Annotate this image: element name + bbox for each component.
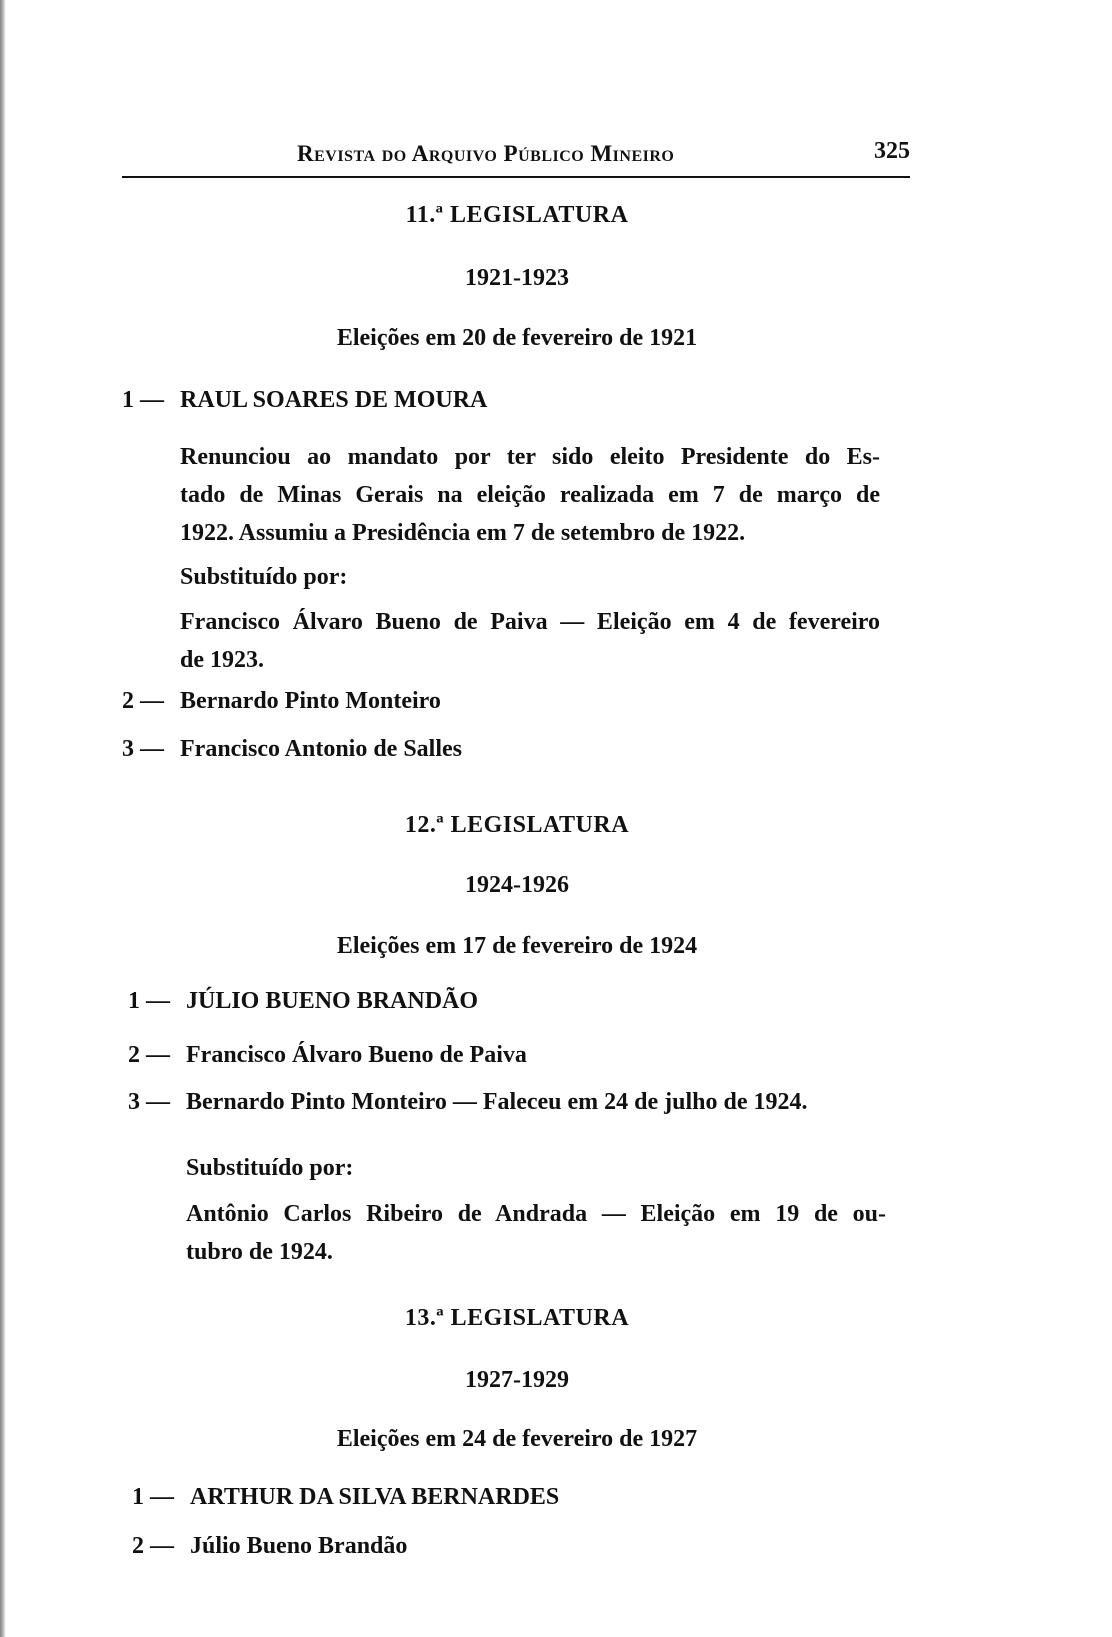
deputy-name: JÚLIO BUENO BRANDÃO bbox=[186, 988, 479, 1014]
running-title: Revista do Arquivo Público Mineiro bbox=[297, 141, 675, 166]
note-line: Antônio Carlos Ribeiro de Andrada — Eleição em 19 de ou- bbox=[186, 1201, 886, 1227]
election-date: Eleições em 24 de fevereiro de 1927 bbox=[336, 1426, 698, 1452]
list-item bbox=[128, 1042, 527, 1069]
legislature-title: 12.ª LEGISLATURA bbox=[404, 812, 630, 838]
list-item bbox=[122, 736, 462, 763]
legislature-years: 1921-1923 bbox=[465, 265, 569, 291]
list-item bbox=[132, 1533, 407, 1560]
resignation-note bbox=[180, 438, 880, 552]
list-item bbox=[132, 1484, 559, 1511]
deputy-name: Júlio Bueno Brandão bbox=[190, 1533, 408, 1559]
item-number: 2 — bbox=[122, 688, 164, 714]
page-edge-shadow bbox=[0, 0, 6, 1637]
election-date: Eleições em 17 de fevereiro de 1924 bbox=[336, 933, 698, 959]
page-number: 325 bbox=[874, 138, 910, 164]
legislature-years: 1927-1929 bbox=[465, 1367, 569, 1393]
item-number: 3 — bbox=[128, 1089, 170, 1115]
item-number: 1 — bbox=[128, 988, 170, 1014]
deputy-name: Francisco Antonio de Salles bbox=[180, 736, 463, 762]
deputy-name: RAUL SOARES DE MOURA bbox=[180, 387, 488, 413]
substituted-by-label: Substituído por: bbox=[180, 564, 348, 590]
substituted-by-label: Substituído por: bbox=[186, 1155, 354, 1181]
substitute-note bbox=[180, 603, 880, 679]
item-number: 1 — bbox=[122, 387, 164, 413]
deputy-name: Bernardo Pinto Monteiro bbox=[180, 688, 441, 714]
item-number: 2 — bbox=[128, 1042, 170, 1068]
item-number: 3 — bbox=[122, 736, 164, 762]
election-date: Eleições em 20 de fevereiro de 1921 bbox=[336, 325, 698, 351]
note-line: de 1923. bbox=[180, 647, 264, 673]
deputy-name: Francisco Álvaro Bueno de Paiva bbox=[186, 1042, 527, 1068]
deputy-name: ARTHUR DA SILVA BERNARDES bbox=[190, 1484, 560, 1510]
legislature-title: 13.ª LEGISLATURA bbox=[404, 1305, 630, 1331]
note-line: 1922. Assumiu a Presidência em 7 de setembro de 1922. bbox=[180, 520, 746, 546]
note-line: Francisco Álvaro Bueno de Paiva — Eleição em 4 de fevereiro bbox=[180, 609, 880, 635]
item-number: 1 — bbox=[132, 1484, 174, 1510]
list-item bbox=[122, 387, 487, 414]
legislature-years: 1924-1926 bbox=[465, 872, 569, 898]
legislature-title: 11.ª LEGISLATURA bbox=[405, 202, 629, 228]
list-item bbox=[128, 1089, 808, 1116]
list-item bbox=[128, 988, 478, 1015]
list-item bbox=[122, 688, 441, 715]
item-number: 2 — bbox=[132, 1533, 174, 1559]
note-line: tubro de 1924. bbox=[186, 1239, 333, 1265]
note-line: tado de Minas Gerais na eleição realizada em 7 de março de bbox=[180, 482, 880, 508]
note-line: Renunciou ao mandato por ter sido eleito Presidente do Es- bbox=[180, 444, 880, 470]
deputy-name: Bernardo Pinto Monteiro — Faleceu em 24 de julho de 1924. bbox=[186, 1089, 808, 1115]
substitute-note bbox=[186, 1195, 886, 1271]
running-header bbox=[122, 138, 910, 178]
